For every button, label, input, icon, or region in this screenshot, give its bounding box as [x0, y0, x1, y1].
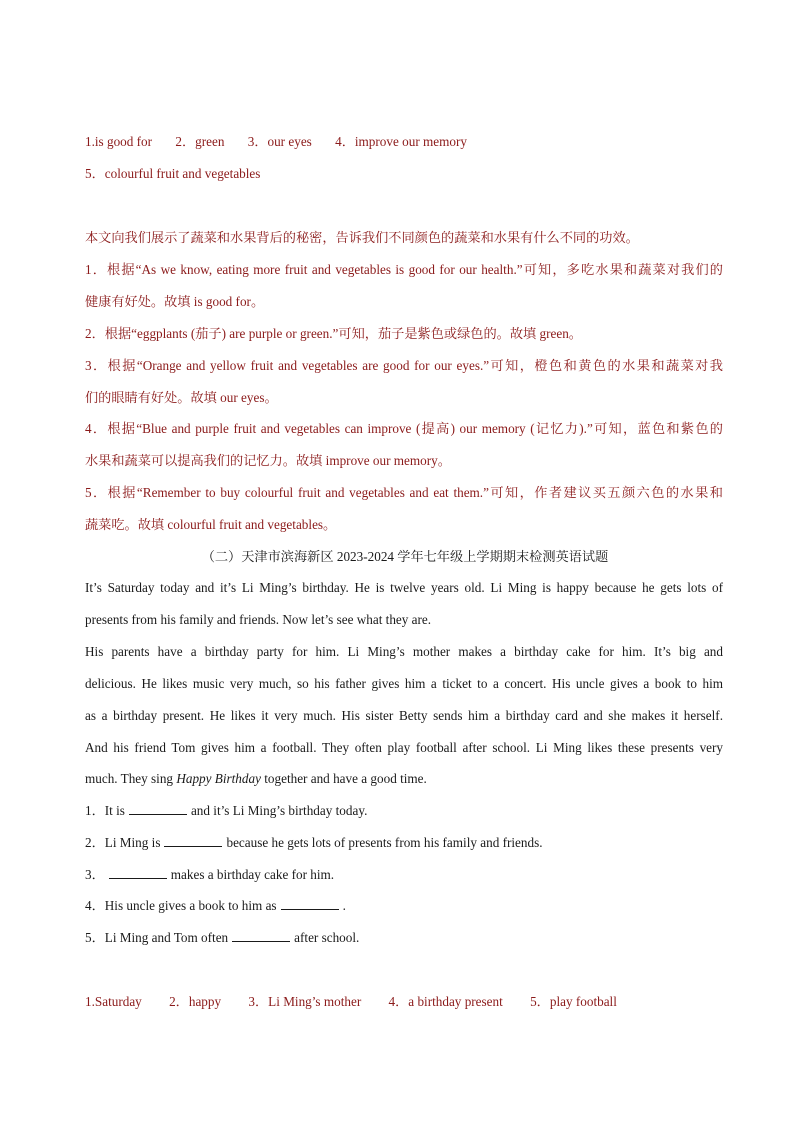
- answer-item: 1.is good for: [85, 134, 153, 149]
- question-text: 5．Li Ming and Tom often: [85, 930, 229, 945]
- answer-item: 3．our eyes: [247, 134, 312, 149]
- passage-line: presents from his family and friends. Now let’s see what they are.: [85, 612, 432, 627]
- answer-blank[interactable]: [281, 897, 339, 910]
- explanation-line: 2．根据“eggplants (茄子) are purple or green.”可知，茄子是紫色或绿色的。故填 green。: [85, 326, 582, 341]
- question-text: makes a birthday cake for him.: [170, 867, 335, 882]
- answer-item: 5．colourful fruit and vegetables: [85, 166, 261, 181]
- song-title: Happy Birthday: [176, 771, 261, 786]
- explanation-intro: 本文向我们展示了蔬菜和水果背后的秘密，告诉我们不同颜色的蔬菜和水果有什么不同的功效。: [85, 230, 639, 245]
- answer-blank[interactable]: [129, 802, 187, 815]
- question-text: and it’s Li Ming’s birthday today.: [190, 803, 368, 818]
- explanation-line: 们的眼睛有好处。故填 our eyes。: [85, 390, 278, 405]
- question-1: [85, 801, 367, 821]
- explanation-line: 3．根据“Orange and yellow fruit and vegetables are good for our eyes.”可知，橙色和黄色的水果和蔬菜对我: [85, 358, 723, 373]
- passage-line: His parents have a birthday party for him. Li Ming’s mother makes a birthday cake for him. It’s big and: [85, 644, 723, 659]
- explanation-line: 5．根据“Remember to buy colourful fruit and vegetables and eat them.”可知，作者建议买五颜六色的水果和: [85, 485, 723, 500]
- explanation-line: 1．根据“As we know, eating more fruit and vegetables is good for our health.”可知，多吃水果和蔬菜对我们的: [85, 262, 723, 277]
- answer-blank[interactable]: [164, 834, 222, 847]
- answer-item: 2．happy: [169, 994, 222, 1009]
- question-text: 4．His uncle gives a book to him as: [85, 898, 277, 913]
- question-text: .: [342, 898, 346, 913]
- answer-row-3: [85, 992, 637, 1012]
- question-text: after school.: [294, 930, 360, 945]
- question-2: [85, 833, 543, 853]
- passage-line: And his friend Tom gives him a football. They often play football after school. Li Ming likes these presents very: [85, 740, 723, 755]
- passage-line: delicious. He likes music very much, so his father gives him a ticket to a concert. His uncle gives a book to him: [85, 676, 723, 691]
- question-3: [85, 865, 334, 885]
- question-text: 1．It is: [85, 803, 125, 818]
- answer-blank[interactable]: [232, 929, 290, 942]
- question-4: [85, 896, 346, 916]
- passage-text: together and have a good time.: [260, 771, 427, 786]
- question-5: [85, 928, 359, 948]
- section-title: （二）天津市滨海新区 2023-2024 学年七年级上学期期末检测英语试题: [201, 549, 609, 564]
- answer-blank[interactable]: [109, 866, 167, 879]
- passage-text: much. They sing: [85, 771, 177, 786]
- explanation-line: 水果和蔬菜可以提高我们的记忆力。故填 improve our memory。: [85, 453, 451, 468]
- explanation-line: 健康有好处。故填 is good for。: [85, 294, 265, 309]
- passage-line: as a birthday present. He likes it very much. His sister Betty sends him a birthday card and she makes it herself.: [85, 708, 723, 723]
- question-text: 2．Li Ming is: [85, 835, 161, 850]
- answer-item: 3．Li Ming’s mother: [248, 994, 362, 1009]
- question-text: 3．: [85, 867, 105, 882]
- answer-item: 2．green: [175, 134, 225, 149]
- passage-line: It’s Saturday today and it’s Li Ming’s birthday. He is twelve years old. Li Ming is happy because he gets lots of: [85, 580, 723, 595]
- answer-row-1: [85, 132, 487, 152]
- answer-item: 4．a birthday present: [388, 994, 503, 1009]
- answer-item: 1.Saturday: [85, 994, 142, 1009]
- answer-row-2: [85, 164, 260, 184]
- answer-item: 5．play football: [530, 994, 617, 1009]
- answer-item: 4．improve our memory: [335, 134, 467, 149]
- question-text: because he gets lots of presents from his family and friends.: [226, 835, 543, 850]
- explanation-line: 蔬菜吃。故填 colourful fruit and vegetables。: [85, 517, 337, 532]
- explanation-line: 4．根据“Blue and purple fruit and vegetables can improve (提高) our memory (记忆力).”可知，蓝色和紫色的: [85, 421, 723, 436]
- passage-line: [85, 769, 427, 789]
